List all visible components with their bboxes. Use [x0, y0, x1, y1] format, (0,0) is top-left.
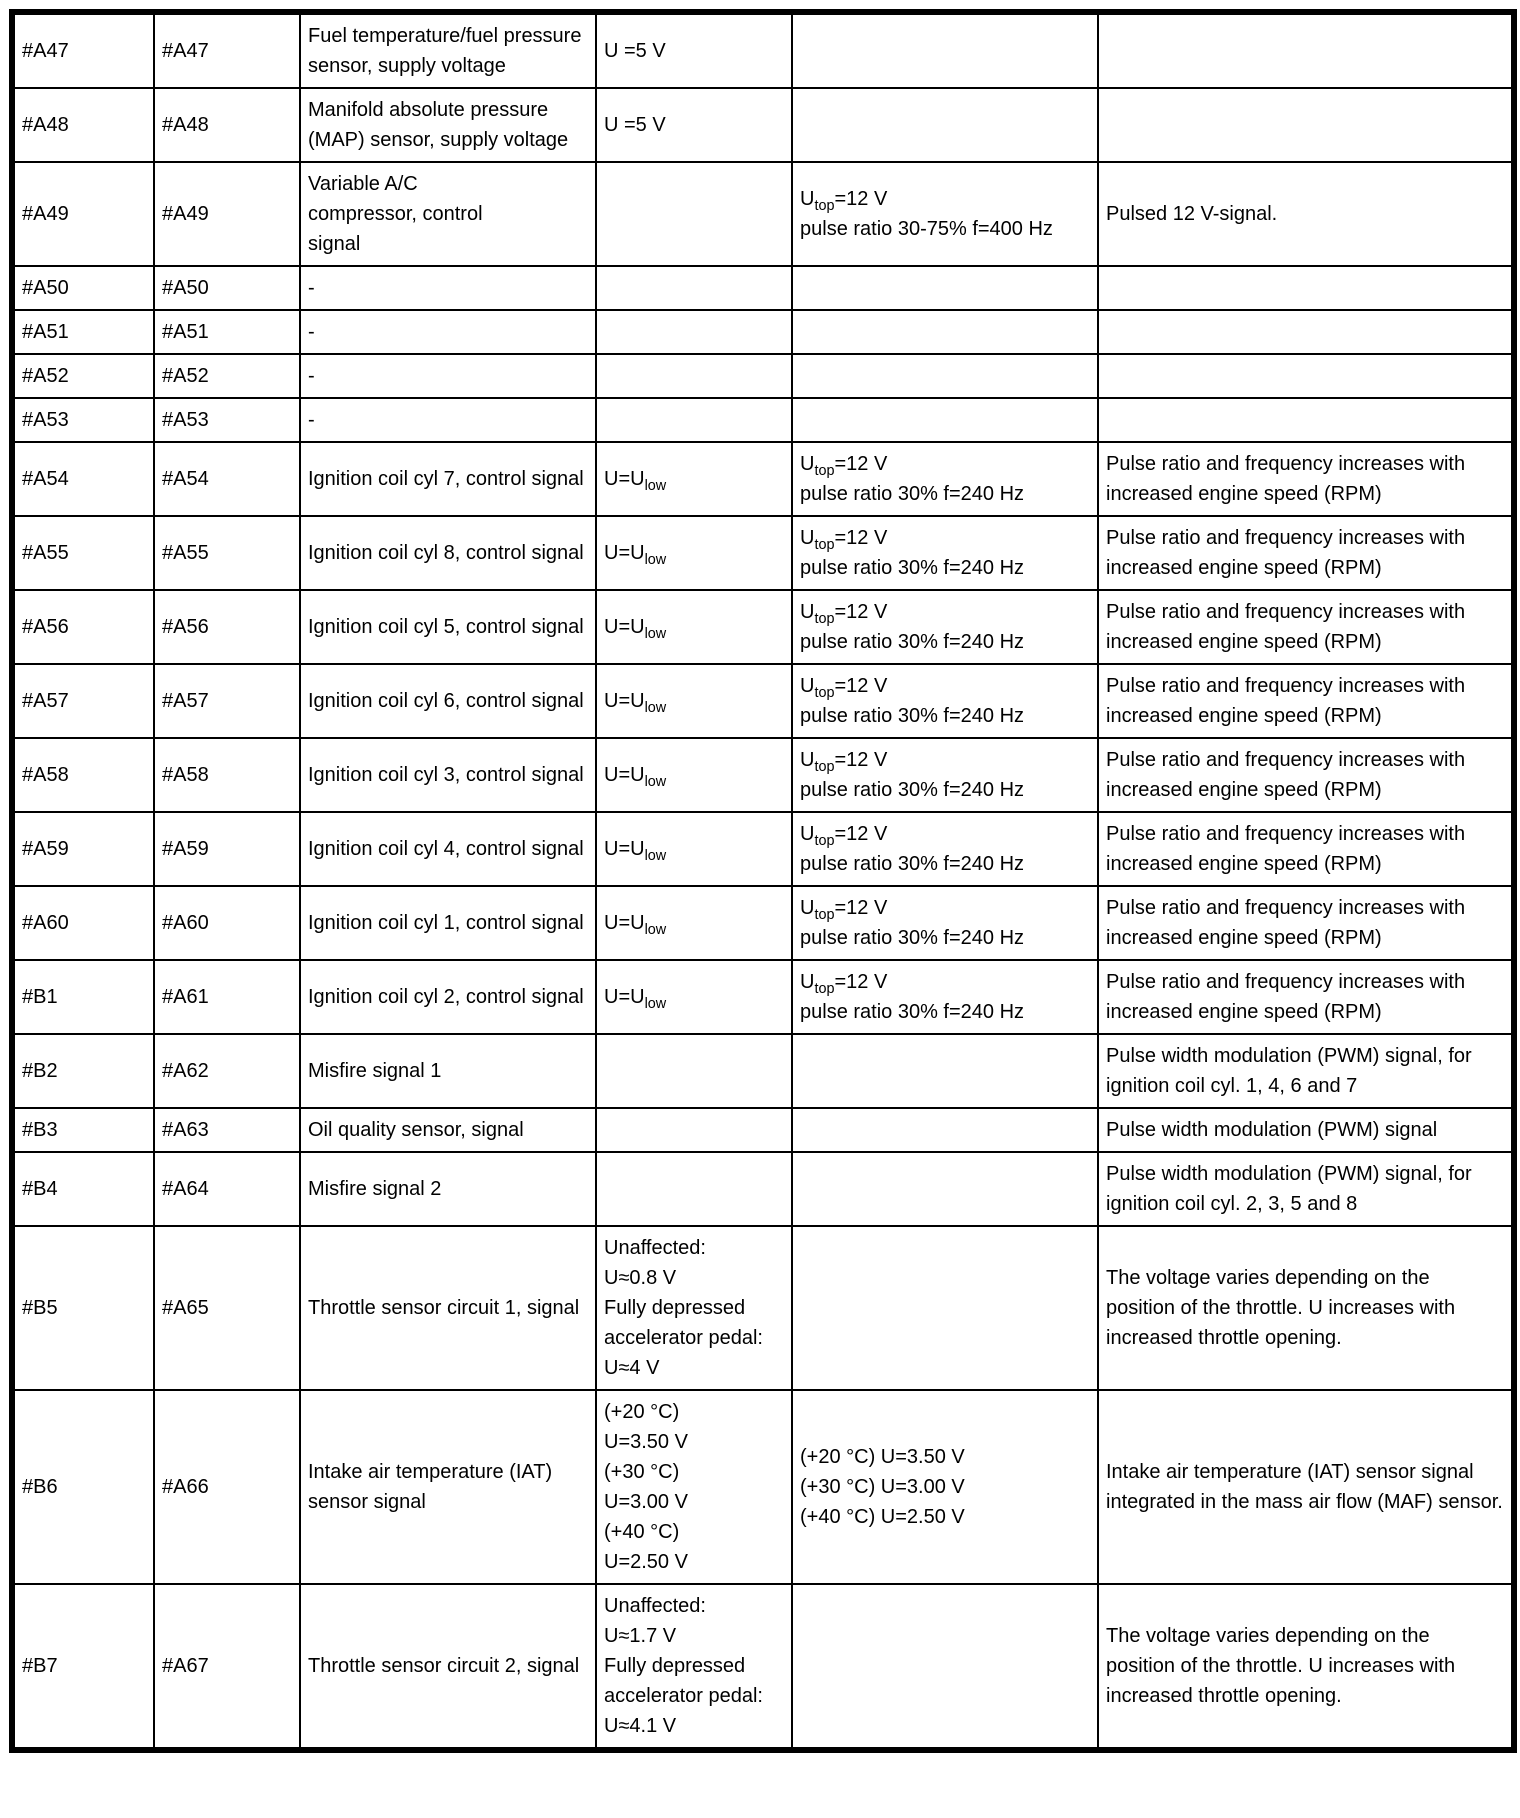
description-cell: Ignition coil cyl 3, control signal [300, 738, 596, 812]
note-cell [1098, 310, 1514, 354]
note-cell: Pulse width modulation (PWM) signal, for ignition coil cyl. 1, 4, 6 and 7 [1098, 1034, 1514, 1108]
pin-id-cell-1: #A51 [12, 310, 154, 354]
voltage-cell [596, 1034, 792, 1108]
voltage-cell: U =5 V [596, 12, 792, 88]
signal-spec-cell [792, 1152, 1098, 1226]
description-cell: Oil quality sensor, signal [300, 1108, 596, 1152]
voltage-cell: $U=U_{low}$ [596, 590, 792, 664]
table-row [12, 1108, 1514, 1152]
voltage-cell [596, 266, 792, 310]
signal-spec-cell: $U_{top}=12$ V pulse ratio 30% f=240 Hz [792, 442, 1098, 516]
description-cell: - [300, 266, 596, 310]
signal-spec-cell [792, 1226, 1098, 1390]
description-cell: Ignition coil cyl 2, control signal [300, 960, 596, 1034]
pin-id-cell-1: #B3 [12, 1108, 154, 1152]
signal-spec-cell [792, 354, 1098, 398]
pin-id-cell-2: #A57 [154, 664, 300, 738]
table-row [12, 812, 1514, 886]
pin-id-cell-2: #A51 [154, 310, 300, 354]
signal-spec-cell: $U_{top}=12$ V pulse ratio 30% f=240 Hz [792, 738, 1098, 812]
voltage-cell [596, 1108, 792, 1152]
note-cell: Pulse ratio and frequency increases with increased engine speed (RPM) [1098, 516, 1514, 590]
pin-id-cell-1: #B4 [12, 1152, 154, 1226]
voltage-cell: $U=U_{low}$ [596, 812, 792, 886]
pin-id-cell-1: #A52 [12, 354, 154, 398]
pin-id-cell-1: #A54 [12, 442, 154, 516]
description-cell: Intake air temperature (IAT) sensor signal [300, 1390, 596, 1584]
table-row [12, 266, 1514, 310]
pin-id-cell-2: #A49 [154, 162, 300, 266]
signal-spec-cell [792, 398, 1098, 442]
pin-id-cell-2: #A50 [154, 266, 300, 310]
table-row [12, 12, 1514, 88]
voltage-cell: U =5 V [596, 88, 792, 162]
pin-id-cell-1: #B2 [12, 1034, 154, 1108]
note-cell: Pulse ratio and frequency increases with increased engine speed (RPM) [1098, 886, 1514, 960]
signal-spec-cell [792, 12, 1098, 88]
voltage-cell [596, 398, 792, 442]
voltage-cell [596, 354, 792, 398]
description-cell: Fuel temperature/fuel pressure sensor, supply voltage [300, 12, 596, 88]
voltage-cell: Unaffected: U≈0.8 V Fully depressed accelerator pedal: U≈4 V [596, 1226, 792, 1390]
signal-spec-cell: $U_{top}=12$ V pulse ratio 30% f=240 Hz [792, 812, 1098, 886]
signal-spec-cell: $U_{top}=12$ V pulse ratio 30% f=240 Hz [792, 886, 1098, 960]
signal-spec-cell: $U_{top}=12$ V pulse ratio 30% f=240 Hz [792, 516, 1098, 590]
table-row [12, 1152, 1514, 1226]
description-cell: Ignition coil cyl 1, control signal [300, 886, 596, 960]
pin-id-cell-2: #A53 [154, 398, 300, 442]
voltage-cell: $U=U_{low}$ [596, 516, 792, 590]
signal-spec-cell [792, 266, 1098, 310]
pin-id-cell-2: #A55 [154, 516, 300, 590]
signal-spec-cell [792, 1584, 1098, 1750]
note-cell: The voltage varies depending on the position of the throttle. U increases with increased throttle opening. [1098, 1584, 1514, 1750]
note-cell: Pulse ratio and frequency increases with increased engine speed (RPM) [1098, 442, 1514, 516]
table-row [12, 88, 1514, 162]
pin-id-cell-2: #A58 [154, 738, 300, 812]
note-cell: Pulse ratio and frequency increases with increased engine speed (RPM) [1098, 960, 1514, 1034]
table-row [12, 738, 1514, 812]
description-cell: - [300, 398, 596, 442]
pin-id-cell-1: #A47 [12, 12, 154, 88]
note-cell: Pulse ratio and frequency increases with increased engine speed (RPM) [1098, 590, 1514, 664]
table-row [12, 590, 1514, 664]
signal-spec-cell: $U_{top}=12$ V pulse ratio 30% f=240 Hz [792, 664, 1098, 738]
description-cell: Variable A/C compressor, control signal [300, 162, 596, 266]
voltage-cell: $U=U_{low}$ [596, 442, 792, 516]
voltage-cell: $U=U_{low}$ [596, 886, 792, 960]
description-cell: Ignition coil cyl 5, control signal [300, 590, 596, 664]
voltage-cell [596, 310, 792, 354]
pin-id-cell-2: #A64 [154, 1152, 300, 1226]
pin-id-cell-1: #A50 [12, 266, 154, 310]
description-cell: Ignition coil cyl 8, control signal [300, 516, 596, 590]
pin-id-cell-1: #B7 [12, 1584, 154, 1750]
pin-id-cell-1: #A60 [12, 886, 154, 960]
signal-spec-cell [792, 1034, 1098, 1108]
note-cell [1098, 354, 1514, 398]
pin-id-cell-1: #A58 [12, 738, 154, 812]
table-row [12, 1226, 1514, 1390]
pin-id-cell-1: #A48 [12, 88, 154, 162]
description-cell: - [300, 354, 596, 398]
pin-id-cell-2: #A65 [154, 1226, 300, 1390]
description-cell: Misfire signal 1 [300, 1034, 596, 1108]
table-row [12, 162, 1514, 266]
signal-spec-cell: $U_{top}=12$ V pulse ratio 30% f=240 Hz [792, 590, 1098, 664]
pin-id-cell-1: #A53 [12, 398, 154, 442]
table-row [12, 398, 1514, 442]
pin-id-cell-2: #A61 [154, 960, 300, 1034]
pin-id-cell-2: #A52 [154, 354, 300, 398]
pin-id-cell-2: #A63 [154, 1108, 300, 1152]
pin-id-cell-2: #A48 [154, 88, 300, 162]
table-row [12, 442, 1514, 516]
signal-spec-cell [792, 1108, 1098, 1152]
description-cell: Throttle sensor circuit 1, signal [300, 1226, 596, 1390]
pin-id-cell-1: #A55 [12, 516, 154, 590]
note-cell: The voltage varies depending on the position of the throttle. U increases with increased throttle opening. [1098, 1226, 1514, 1390]
table-row [12, 516, 1514, 590]
pin-signal-table [9, 9, 1517, 1753]
pin-id-cell-2: #A60 [154, 886, 300, 960]
voltage-cell: Unaffected: U≈1.7 V Fully depressed accelerator pedal: U≈4.1 V [596, 1584, 792, 1750]
description-cell: - [300, 310, 596, 354]
description-cell: Throttle sensor circuit 2, signal [300, 1584, 596, 1750]
pin-table-body [12, 12, 1514, 1750]
description-cell: Ignition coil cyl 4, control signal [300, 812, 596, 886]
pin-id-cell-1: #A49 [12, 162, 154, 266]
note-cell: Pulse width modulation (PWM) signal, for ignition coil cyl. 2, 3, 5 and 8 [1098, 1152, 1514, 1226]
signal-spec-cell: (+20 °C) U=3.50 V (+30 °C) U=3.00 V (+40 °C) U=2.50 V [792, 1390, 1098, 1584]
pin-id-cell-2: #A54 [154, 442, 300, 516]
description-cell: Misfire signal 2 [300, 1152, 596, 1226]
note-cell [1098, 266, 1514, 310]
voltage-cell: (+20 °C) U=3.50 V (+30 °C) U=3.00 V (+40 °C) U=2.50 V [596, 1390, 792, 1584]
pin-id-cell-2: #A62 [154, 1034, 300, 1108]
signal-spec-cell: $U_{top}=12$ V pulse ratio 30-75% f=400 Hz [792, 162, 1098, 266]
note-cell: Pulsed 12 V-signal. [1098, 162, 1514, 266]
pin-id-cell-2: #A67 [154, 1584, 300, 1750]
description-cell: Ignition coil cyl 6, control signal [300, 664, 596, 738]
table-row [12, 886, 1514, 960]
pin-id-cell-2: #A59 [154, 812, 300, 886]
voltage-cell: $U=U_{low}$ [596, 960, 792, 1034]
pin-id-cell-1: #A57 [12, 664, 154, 738]
note-cell [1098, 398, 1514, 442]
voltage-cell [596, 1152, 792, 1226]
voltage-cell: $U=U_{low}$ [596, 664, 792, 738]
note-cell: Pulse ratio and frequency increases with increased engine speed (RPM) [1098, 812, 1514, 886]
voltage-cell: $U=U_{low}$ [596, 738, 792, 812]
voltage-cell [596, 162, 792, 266]
note-cell: Pulse ratio and frequency increases with increased engine speed (RPM) [1098, 664, 1514, 738]
table-row [12, 960, 1514, 1034]
note-cell [1098, 88, 1514, 162]
table-row [12, 1584, 1514, 1750]
pin-id-cell-1: #A59 [12, 812, 154, 886]
table-row [12, 354, 1514, 398]
description-cell: Ignition coil cyl 7, control signal [300, 442, 596, 516]
note-cell: Pulse width modulation (PWM) signal [1098, 1108, 1514, 1152]
pin-id-cell-2: #A56 [154, 590, 300, 664]
table-row [12, 1390, 1514, 1584]
pin-id-cell-2: #A66 [154, 1390, 300, 1584]
description-cell: Manifold absolute pressure (MAP) sensor, supply voltage [300, 88, 596, 162]
table-row [12, 664, 1514, 738]
note-cell: Intake air temperature (IAT) sensor signal integrated in the mass air flow (MAF) sensor. [1098, 1390, 1514, 1584]
pin-id-cell-2: #A47 [154, 12, 300, 88]
pin-id-cell-1: #B6 [12, 1390, 154, 1584]
pin-id-cell-1: #A56 [12, 590, 154, 664]
table-row [12, 1034, 1514, 1108]
note-cell: Pulse ratio and frequency increases with increased engine speed (RPM) [1098, 738, 1514, 812]
table-row [12, 310, 1514, 354]
pin-id-cell-1: #B5 [12, 1226, 154, 1390]
pin-id-cell-1: #B1 [12, 960, 154, 1034]
signal-spec-cell [792, 88, 1098, 162]
note-cell [1098, 12, 1514, 88]
signal-spec-cell [792, 310, 1098, 354]
signal-spec-cell: $U_{top}=12$ V pulse ratio 30% f=240 Hz [792, 960, 1098, 1034]
